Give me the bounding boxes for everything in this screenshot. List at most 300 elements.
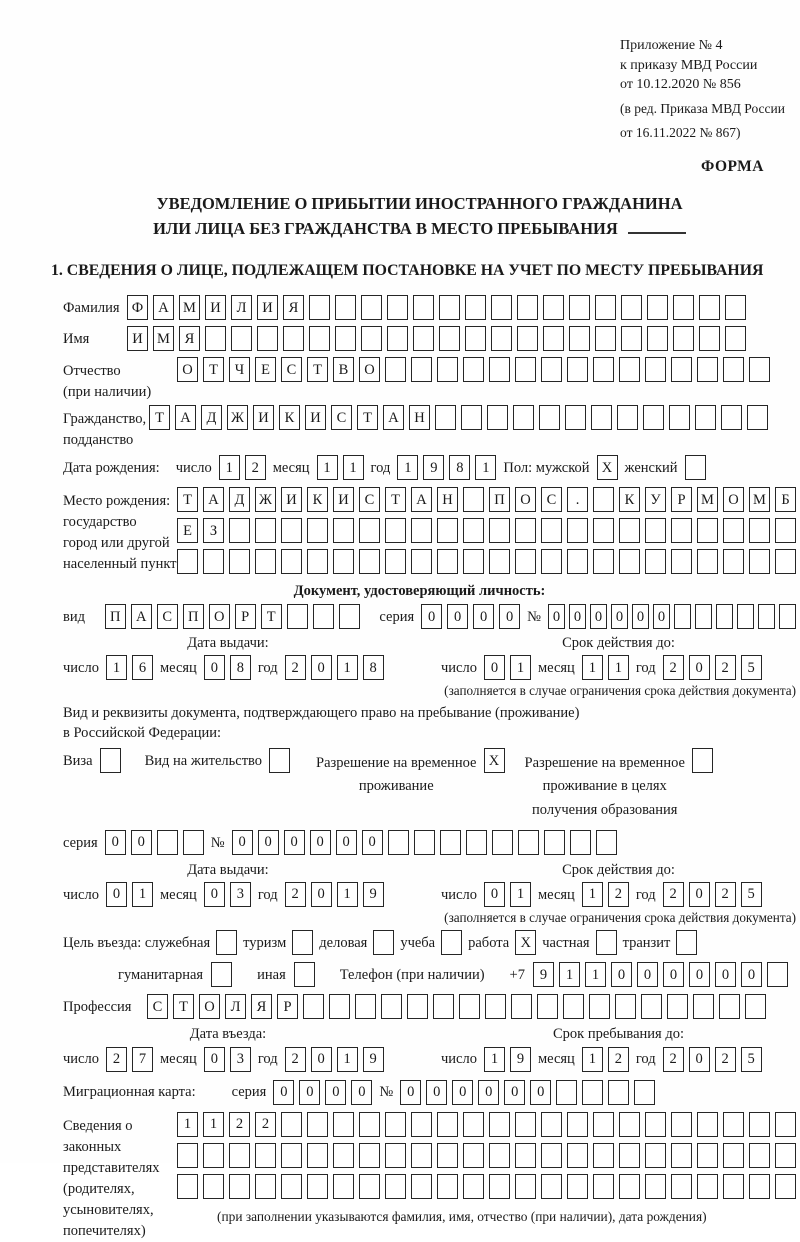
digit-cell[interactable]: 1	[510, 882, 531, 907]
char-cell[interactable]: Т	[203, 357, 224, 382]
digit-cell[interactable]: 1	[582, 655, 603, 680]
digit-cell[interactable]: 9	[363, 1047, 384, 1072]
char-cell[interactable]	[591, 405, 612, 430]
char-cell[interactable]: 1	[559, 962, 580, 987]
purpose-other-checkbox[interactable]	[294, 962, 315, 987]
char-cell[interactable]	[565, 405, 586, 430]
char-cell[interactable]	[671, 518, 692, 543]
char-cell[interactable]	[619, 549, 640, 574]
char-cell[interactable]	[355, 994, 376, 1019]
char-cell[interactable]	[283, 326, 304, 351]
digit-cell[interactable]: 2	[608, 1047, 629, 1072]
char-cell[interactable]: 0	[548, 604, 565, 629]
char-cell[interactable]: О	[359, 357, 380, 382]
char-cell[interactable]	[465, 295, 486, 320]
char-cell[interactable]: 0	[273, 1080, 294, 1105]
digit-cell[interactable]: 3	[230, 882, 251, 907]
char-cell[interactable]	[697, 1174, 718, 1199]
char-cell[interactable]: Н	[409, 405, 430, 430]
char-cell[interactable]	[333, 549, 354, 574]
digit-cell[interactable]: 0	[484, 882, 505, 907]
char-cell[interactable]: 1	[585, 962, 606, 987]
char-cell[interactable]	[697, 518, 718, 543]
char-cell[interactable]	[619, 1143, 640, 1168]
char-cell[interactable]	[767, 962, 788, 987]
char-cell[interactable]	[593, 549, 614, 574]
char-cell[interactable]	[775, 1174, 796, 1199]
char-cell[interactable]: С	[331, 405, 352, 430]
char-cell[interactable]	[281, 1143, 302, 1168]
char-cell[interactable]	[463, 549, 484, 574]
char-cell[interactable]	[775, 549, 796, 574]
char-cell[interactable]	[359, 549, 380, 574]
char-cell[interactable]	[333, 518, 354, 543]
char-cell[interactable]: 0	[741, 962, 762, 987]
char-cell[interactable]	[257, 326, 278, 351]
char-cell[interactable]: Ж	[255, 487, 276, 512]
char-cell[interactable]	[439, 295, 460, 320]
digit-cell[interactable]: 2	[245, 455, 266, 480]
char-cell[interactable]	[593, 518, 614, 543]
char-cell[interactable]	[489, 1174, 510, 1199]
char-cell[interactable]	[203, 1143, 224, 1168]
digit-cell[interactable]: 0	[204, 655, 225, 680]
char-cell[interactable]	[491, 326, 512, 351]
char-cell[interactable]	[203, 549, 224, 574]
char-cell[interactable]	[177, 1143, 198, 1168]
char-cell[interactable]	[440, 830, 461, 855]
char-cell[interactable]	[281, 549, 302, 574]
char-cell[interactable]: К	[307, 487, 328, 512]
char-cell[interactable]	[567, 1174, 588, 1199]
digit-cell[interactable]: 7	[132, 1047, 153, 1072]
char-cell[interactable]: 0	[310, 830, 331, 855]
char-cell[interactable]	[567, 518, 588, 543]
char-cell[interactable]	[723, 1174, 744, 1199]
char-cell[interactable]	[466, 830, 487, 855]
char-cell[interactable]: И	[257, 295, 278, 320]
char-cell[interactable]	[307, 518, 328, 543]
char-cell[interactable]	[359, 518, 380, 543]
char-cell[interactable]: Т	[177, 487, 198, 512]
char-cell[interactable]	[177, 549, 198, 574]
char-cell[interactable]	[619, 518, 640, 543]
char-cell[interactable]: А	[411, 487, 432, 512]
char-cell[interactable]	[437, 1112, 458, 1137]
visa-checkbox[interactable]	[100, 748, 121, 773]
char-cell[interactable]	[231, 326, 252, 351]
char-cell[interactable]	[511, 994, 532, 1019]
char-cell[interactable]	[537, 994, 558, 1019]
char-cell[interactable]	[671, 1112, 692, 1137]
char-cell[interactable]	[177, 1174, 198, 1199]
digit-cell[interactable]: 2	[715, 655, 736, 680]
char-cell[interactable]	[339, 604, 360, 629]
char-cell[interactable]	[725, 326, 746, 351]
char-cell[interactable]	[435, 405, 456, 430]
digit-cell[interactable]: 5	[741, 882, 762, 907]
char-cell[interactable]	[775, 1112, 796, 1137]
char-cell[interactable]	[749, 1143, 770, 1168]
char-cell[interactable]	[489, 1143, 510, 1168]
char-cell[interactable]	[518, 830, 539, 855]
char-cell[interactable]	[615, 994, 636, 1019]
char-cell[interactable]	[414, 830, 435, 855]
char-cell[interactable]: Т	[173, 994, 194, 1019]
char-cell[interactable]	[309, 326, 330, 351]
digit-cell[interactable]: 1	[510, 655, 531, 680]
digit-cell[interactable]: 0	[311, 882, 332, 907]
char-cell[interactable]: С	[359, 487, 380, 512]
char-cell[interactable]	[699, 326, 720, 351]
char-cell[interactable]	[582, 1080, 603, 1105]
digit-cell[interactable]: 9	[510, 1047, 531, 1072]
char-cell[interactable]	[749, 518, 770, 543]
char-cell[interactable]	[775, 518, 796, 543]
char-cell[interactable]	[634, 1080, 655, 1105]
char-cell[interactable]	[255, 518, 276, 543]
digit-cell[interactable]: 1	[337, 1047, 358, 1072]
char-cell[interactable]	[157, 830, 178, 855]
char-cell[interactable]	[437, 357, 458, 382]
digit-cell[interactable]: 2	[663, 882, 684, 907]
char-cell[interactable]	[329, 994, 350, 1019]
char-cell[interactable]	[716, 604, 733, 629]
digit-cell[interactable]: 0	[204, 882, 225, 907]
char-cell[interactable]	[515, 1174, 536, 1199]
char-cell[interactable]	[567, 357, 588, 382]
digit-cell[interactable]: 1	[582, 882, 603, 907]
purpose-work-checkbox[interactable]: X	[515, 930, 536, 955]
char-cell[interactable]	[492, 830, 513, 855]
char-cell[interactable]	[593, 1174, 614, 1199]
char-cell[interactable]: Я	[179, 326, 200, 351]
char-cell[interactable]: И	[127, 326, 148, 351]
char-cell[interactable]	[749, 357, 770, 382]
char-cell[interactable]: .	[567, 487, 588, 512]
char-cell[interactable]	[411, 357, 432, 382]
char-cell[interactable]: 0	[653, 604, 670, 629]
char-cell[interactable]: И	[333, 487, 354, 512]
char-cell[interactable]: А	[175, 405, 196, 430]
char-cell[interactable]	[335, 326, 356, 351]
char-cell[interactable]	[645, 518, 666, 543]
char-cell[interactable]	[359, 1174, 380, 1199]
char-cell[interactable]: 2	[229, 1112, 250, 1137]
char-cell[interactable]	[515, 549, 536, 574]
char-cell[interactable]	[544, 830, 565, 855]
char-cell[interactable]	[617, 405, 638, 430]
char-cell[interactable]	[697, 549, 718, 574]
char-cell[interactable]	[385, 518, 406, 543]
char-cell[interactable]	[463, 518, 484, 543]
char-cell[interactable]: Т	[149, 405, 170, 430]
char-cell[interactable]: 1	[203, 1112, 224, 1137]
char-cell[interactable]	[333, 1112, 354, 1137]
char-cell[interactable]: 0	[325, 1080, 346, 1105]
char-cell[interactable]	[313, 604, 334, 629]
char-cell[interactable]	[671, 549, 692, 574]
char-cell[interactable]: Ж	[227, 405, 248, 430]
temp-residence-edu-checkbox[interactable]	[692, 748, 713, 773]
char-cell[interactable]	[387, 326, 408, 351]
char-cell[interactable]	[596, 830, 617, 855]
char-cell[interactable]: 0	[447, 604, 468, 629]
char-cell[interactable]	[543, 326, 564, 351]
purpose-transit-checkbox[interactable]	[676, 930, 697, 955]
char-cell[interactable]	[645, 1174, 666, 1199]
digit-cell[interactable]: 5	[741, 1047, 762, 1072]
char-cell[interactable]: З	[203, 518, 224, 543]
digit-cell[interactable]: 0	[106, 882, 127, 907]
char-cell[interactable]	[513, 405, 534, 430]
char-cell[interactable]	[491, 295, 512, 320]
char-cell[interactable]	[411, 1112, 432, 1137]
char-cell[interactable]	[255, 1143, 276, 1168]
char-cell[interactable]	[489, 518, 510, 543]
char-cell[interactable]	[307, 1143, 328, 1168]
char-cell[interactable]	[619, 1174, 640, 1199]
char-cell[interactable]	[569, 295, 590, 320]
char-cell[interactable]: Я	[251, 994, 272, 1019]
char-cell[interactable]: 0	[131, 830, 152, 855]
char-cell[interactable]	[281, 518, 302, 543]
char-cell[interactable]: О	[199, 994, 220, 1019]
sex-male-checkbox[interactable]: X	[597, 455, 618, 480]
char-cell[interactable]	[515, 1112, 536, 1137]
char-cell[interactable]: Е	[177, 518, 198, 543]
char-cell[interactable]: 0	[569, 604, 586, 629]
purpose-humanitarian-checkbox[interactable]	[211, 962, 232, 987]
char-cell[interactable]	[385, 1112, 406, 1137]
residence-permit-checkbox[interactable]	[269, 748, 290, 773]
char-cell[interactable]	[411, 1174, 432, 1199]
char-cell[interactable]	[489, 549, 510, 574]
char-cell[interactable]	[281, 1112, 302, 1137]
digit-cell[interactable]: 1	[337, 655, 358, 680]
char-cell[interactable]: П	[105, 604, 126, 629]
char-cell[interactable]	[459, 994, 480, 1019]
char-cell[interactable]	[385, 1174, 406, 1199]
char-cell[interactable]	[229, 518, 250, 543]
char-cell[interactable]	[749, 549, 770, 574]
digit-cell[interactable]: 2	[608, 882, 629, 907]
char-cell[interactable]	[437, 1143, 458, 1168]
char-cell[interactable]: И	[205, 295, 226, 320]
digit-cell[interactable]: 2	[285, 882, 306, 907]
digit-cell[interactable]: 1	[106, 655, 127, 680]
digit-cell[interactable]: 1	[475, 455, 496, 480]
char-cell[interactable]: 0	[590, 604, 607, 629]
char-cell[interactable]: 0	[336, 830, 357, 855]
char-cell[interactable]	[387, 295, 408, 320]
char-cell[interactable]	[437, 518, 458, 543]
char-cell[interactable]: 0	[499, 604, 520, 629]
char-cell[interactable]	[463, 1143, 484, 1168]
digit-cell[interactable]: 1	[343, 455, 364, 480]
char-cell[interactable]: А	[383, 405, 404, 430]
char-cell[interactable]: 0	[362, 830, 383, 855]
char-cell[interactable]: Д	[201, 405, 222, 430]
char-cell[interactable]	[723, 549, 744, 574]
char-cell[interactable]	[359, 1143, 380, 1168]
char-cell[interactable]: Л	[231, 295, 252, 320]
digit-cell[interactable]: 6	[132, 655, 153, 680]
char-cell[interactable]: 0	[452, 1080, 473, 1105]
digit-cell[interactable]: 8	[363, 655, 384, 680]
char-cell[interactable]	[437, 549, 458, 574]
char-cell[interactable]	[517, 326, 538, 351]
char-cell[interactable]	[487, 405, 508, 430]
char-cell[interactable]: 0	[611, 962, 632, 987]
char-cell[interactable]: С	[147, 994, 168, 1019]
char-cell[interactable]	[388, 830, 409, 855]
temp-residence-checkbox[interactable]: X	[484, 748, 505, 773]
char-cell[interactable]	[723, 518, 744, 543]
digit-cell[interactable]: 1	[397, 455, 418, 480]
char-cell[interactable]: Р	[235, 604, 256, 629]
digit-cell[interactable]: 9	[363, 882, 384, 907]
char-cell[interactable]	[775, 1143, 796, 1168]
char-cell[interactable]	[643, 405, 664, 430]
char-cell[interactable]	[515, 357, 536, 382]
char-cell[interactable]	[255, 1174, 276, 1199]
char-cell[interactable]	[255, 549, 276, 574]
char-cell[interactable]: 0	[637, 962, 658, 987]
char-cell[interactable]	[693, 994, 714, 1019]
digit-cell[interactable]: 1	[132, 882, 153, 907]
char-cell[interactable]: 0	[473, 604, 494, 629]
char-cell[interactable]	[229, 1143, 250, 1168]
char-cell[interactable]	[593, 1143, 614, 1168]
digit-cell[interactable]: 1	[219, 455, 240, 480]
char-cell[interactable]	[281, 1174, 302, 1199]
char-cell[interactable]: 0	[530, 1080, 551, 1105]
char-cell[interactable]	[307, 1112, 328, 1137]
char-cell[interactable]	[541, 549, 562, 574]
char-cell[interactable]	[307, 549, 328, 574]
char-cell[interactable]: М	[153, 326, 174, 351]
char-cell[interactable]	[287, 604, 308, 629]
char-cell[interactable]	[647, 295, 668, 320]
digit-cell[interactable]: 0	[204, 1047, 225, 1072]
char-cell[interactable]	[463, 487, 484, 512]
char-cell[interactable]	[489, 357, 510, 382]
char-cell[interactable]: 0	[632, 604, 649, 629]
char-cell[interactable]: И	[253, 405, 274, 430]
char-cell[interactable]	[608, 1080, 629, 1105]
char-cell[interactable]	[697, 357, 718, 382]
char-cell[interactable]: 1	[177, 1112, 198, 1137]
char-cell[interactable]	[695, 405, 716, 430]
char-cell[interactable]: С	[157, 604, 178, 629]
char-cell[interactable]	[541, 357, 562, 382]
char-cell[interactable]	[411, 549, 432, 574]
char-cell[interactable]	[539, 405, 560, 430]
char-cell[interactable]: Д	[229, 487, 250, 512]
char-cell[interactable]: 2	[255, 1112, 276, 1137]
char-cell[interactable]	[641, 994, 662, 1019]
char-cell[interactable]	[411, 518, 432, 543]
char-cell[interactable]	[671, 357, 692, 382]
digit-cell[interactable]: 1	[582, 1047, 603, 1072]
char-cell[interactable]: Р	[671, 487, 692, 512]
char-cell[interactable]	[413, 295, 434, 320]
digit-cell[interactable]: 2	[663, 1047, 684, 1072]
char-cell[interactable]: О	[723, 487, 744, 512]
char-cell[interactable]	[309, 295, 330, 320]
digit-cell[interactable]: 0	[689, 882, 710, 907]
char-cell[interactable]	[463, 357, 484, 382]
digit-cell[interactable]: 1	[484, 1047, 505, 1072]
char-cell[interactable]	[361, 326, 382, 351]
digit-cell[interactable]: 9	[423, 455, 444, 480]
char-cell[interactable]	[667, 994, 688, 1019]
digit-cell[interactable]: 2	[715, 1047, 736, 1072]
char-cell[interactable]: К	[619, 487, 640, 512]
char-cell[interactable]: П	[489, 487, 510, 512]
char-cell[interactable]	[674, 604, 691, 629]
char-cell[interactable]	[333, 1174, 354, 1199]
char-cell[interactable]: Ч	[229, 357, 250, 382]
digit-cell[interactable]: 8	[449, 455, 470, 480]
char-cell[interactable]: Ф	[127, 295, 148, 320]
char-cell[interactable]: 0	[663, 962, 684, 987]
char-cell[interactable]	[407, 994, 428, 1019]
char-cell[interactable]: В	[333, 357, 354, 382]
char-cell[interactable]	[593, 487, 614, 512]
char-cell[interactable]	[567, 549, 588, 574]
char-cell[interactable]	[229, 1174, 250, 1199]
char-cell[interactable]	[541, 518, 562, 543]
char-cell[interactable]	[697, 1112, 718, 1137]
digit-cell[interactable]: 2	[663, 655, 684, 680]
char-cell[interactable]	[589, 994, 610, 1019]
char-cell[interactable]	[485, 994, 506, 1019]
char-cell[interactable]	[671, 1174, 692, 1199]
char-cell[interactable]	[439, 326, 460, 351]
char-cell[interactable]	[737, 604, 754, 629]
char-cell[interactable]: М	[749, 487, 770, 512]
digit-cell[interactable]: 1	[608, 655, 629, 680]
digit-cell[interactable]: 2	[106, 1047, 127, 1072]
digit-cell[interactable]: 0	[689, 655, 710, 680]
char-cell[interactable]	[463, 1174, 484, 1199]
char-cell[interactable]	[335, 295, 356, 320]
char-cell[interactable]	[671, 1143, 692, 1168]
char-cell[interactable]: П	[183, 604, 204, 629]
char-cell[interactable]: Л	[225, 994, 246, 1019]
char-cell[interactable]: О	[515, 487, 536, 512]
char-cell[interactable]: А	[131, 604, 152, 629]
char-cell[interactable]	[385, 357, 406, 382]
char-cell[interactable]	[723, 1112, 744, 1137]
char-cell[interactable]	[465, 326, 486, 351]
char-cell[interactable]	[749, 1174, 770, 1199]
char-cell[interactable]	[569, 326, 590, 351]
char-cell[interactable]	[307, 1174, 328, 1199]
char-cell[interactable]	[697, 1143, 718, 1168]
char-cell[interactable]	[333, 1143, 354, 1168]
char-cell[interactable]	[515, 1143, 536, 1168]
char-cell[interactable]: О	[209, 604, 230, 629]
char-cell[interactable]	[723, 357, 744, 382]
char-cell[interactable]	[489, 1112, 510, 1137]
char-cell[interactable]: 0	[504, 1080, 525, 1105]
char-cell[interactable]: С	[541, 487, 562, 512]
char-cell[interactable]: Т	[307, 357, 328, 382]
char-cell[interactable]: 0	[105, 830, 126, 855]
